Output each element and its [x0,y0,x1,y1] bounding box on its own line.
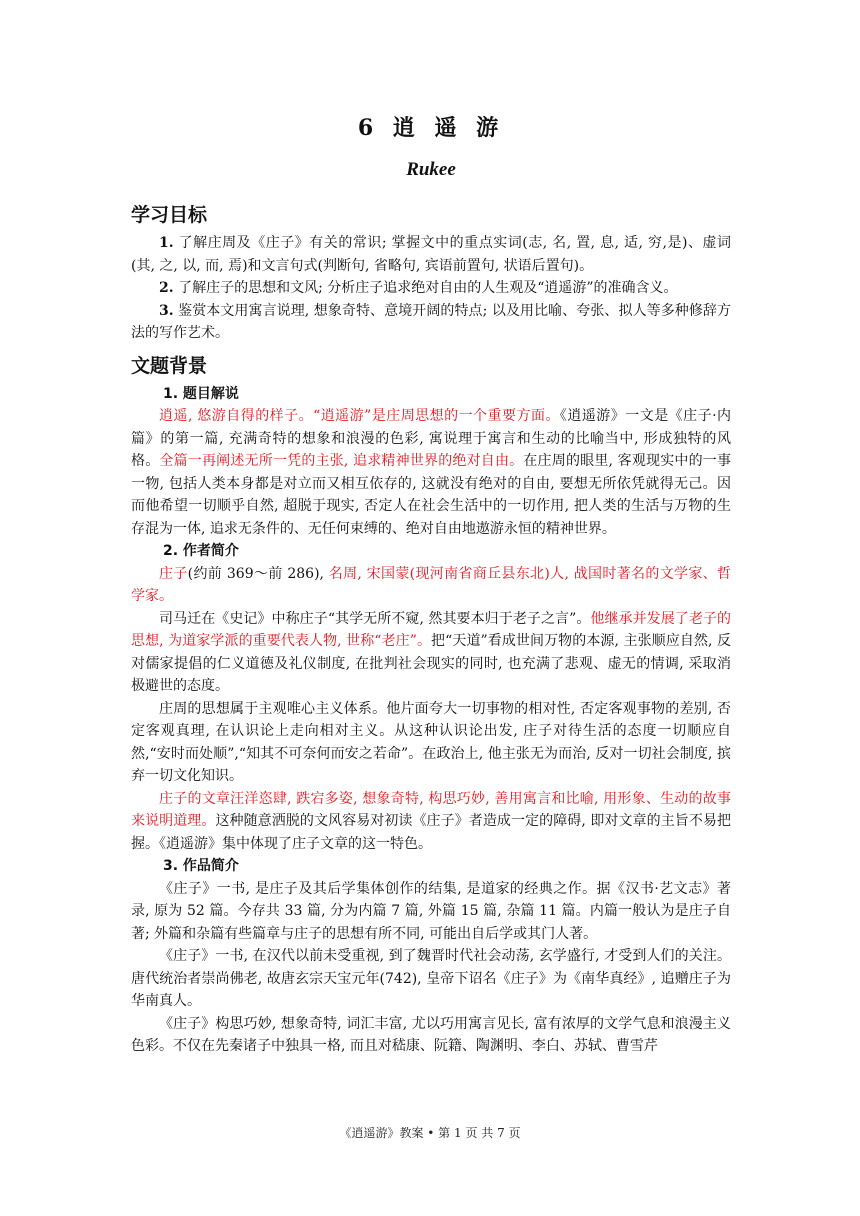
section-heading-goals: 学习目标 [131,204,208,226]
subsection-heading-author: 2. 作者简介 [163,543,239,559]
goal-number: 1. [159,235,174,251]
paragraph: 庄周的思想属于主观唯心主义体系。他片面夸大一切事物的相对性, 否定客观事物的差别, 否定客观真理, 在认识论上走向相对主义。从这种认识论出发, 庄子对待生活的态度一切顺应自然,“安时而处顺”,“知其不可奈何而安之若命”。在政治上, 他主张无为而治, 反对一切社会制度, 摈弃一切文化知识。 [131,700,731,784]
goal-number: 3. [159,302,174,319]
paragraph [131,405,731,540]
paragraph [131,788,731,856]
body-text: 把“天道”看成世间万物的本源, 主张顺应自然, 反对儒家提倡的仁义道德及礼仪制度, 在批判社会现实的同时, 也充满了悲观、虚无的情调, 采取消极避世的态度。 [131,633,731,694]
highlight-text: 庄子 [159,565,188,582]
body-text: 司马迁在《史记》中称庄子“其学无所不窥, 然其要本归于老子之言”。 [159,610,591,627]
highlight-text: 庄子的文章汪洋恣肆, 跌宕多姿, 想象奇特, 构思巧妙, 善用寓言和比喻, 用形象、生动的故事来说明道理。 [131,790,731,829]
page-content [131,112,731,1058]
highlight-text: 逍遥, 悠游自得的样子。“逍遥游”是庄周思想的一个重要方面。 [159,408,560,424]
page-footer: 《逍遥游》教案 • 第 1 页 共 7 页 [339,1126,521,1140]
paragraph: 《庄子》构思巧妙, 想象奇特, 词汇丰富, 尤以巧用寓言见长, 富有浓厚的文学气息和浪漫主义色彩。不仅在先秦诸子中独具一格, 而且对嵇康、阮籍、陶渊明、李白、苏轼、曹雪芹 [131,1015,731,1054]
body-text: (约前 369～前 286), [187,565,329,582]
body-text: 在庄周的眼里, 客观现实中的一事一物, 包括人类本身都是对立而又相互依存的, 这就没有绝对的自由, 要想无所依凭就得无己。因而他希望一切顺乎自然, 超脱于现实, 否定人在社会生活中的一切作用, 把人类的生活与万物的生存混为一体, 追求无条件的、无任何束缚的、绝对自由地遨游永恒的精神世界。 [131,453,731,537]
goal-text: 了解庄子的思想和文风; 分析庄子追求绝对自由的人生观及“逍遥游”的准确含义。 [173,280,678,296]
section-heading-background: 文题背景 [131,354,208,377]
paragraph [131,563,731,608]
body-text: 《逍遥游》一文是《庄子·内篇》的第一篇, 充满奇特的想象和浪漫的色彩, 寓说理于寓言和生动的比喻当中, 形成独特的风格。 [131,408,731,469]
goal-text: 了解庄周及《庄子》有关的常识; 掌握文中的重点实词(志, 名, 置, 息, 适, 穷,是)、虚词(其, 之, 以, 而, 焉)和文言句式(判断句, 省略句, 宾语前置句, 状语后置句)。 [131,235,731,274]
paragraph [131,608,731,698]
goal-number: 2. [159,280,174,296]
highlight-text: 全篇一再阐述无所一凭的主张, 追求精神世界的绝对自由。 [159,453,524,469]
paragraph: 《庄子》一书, 是庄子及其后学集体创作的结集, 是道家的经典之作。据《汉书·艺文志》著录, 原为 52 篇。今存共 33 篇, 分为内篇 7 篇, 外篇 15 篇, 杂篇 11 篇。内篇一般认为是庄子自著; 外篇和杂篇有些篇章与庄子的思想有所不同, 可能出自后学或其门人著。 [131,880,731,942]
author-name: Rukee [406,159,456,180]
goal-item [131,277,731,300]
subsection-heading-title-explained: 1. 题目解说 [163,385,239,402]
page-title: 6 逍 遥 游 [357,115,505,141]
body-text: 这种随意洒脱的文风容易对初读《庄子》者造成一定的障碍, 即对文章的主旨不易把握。《逍遥游》集中体现了庄子文章的这一特色。 [131,813,732,852]
subsection-heading-work: 3. 作品简介 [163,858,239,874]
goal-item [131,232,731,277]
paragraph: 《庄子》一书, 在汉代以前未受重视, 到了魏晋时代社会动荡, 玄学盛行, 才受到人们的关注。唐代统治者崇尚佛老, 故唐玄宗天宝元年(742), 皇帝下诏名《庄子》为《南华真经》, 追赠庄子为华南真人。 [131,948,731,1009]
highlight-text: 名周, 宋国蒙(现河南省商丘县东北)人, 战国时著名的文学家、哲学家。 [131,565,731,604]
goal-text: 鉴赏本文用寓言说理, 想象奇特、意境开阔的特点; 以及用比喻、夸张、拟人等多种修辞方法的写作艺术。 [131,302,731,341]
goal-item [131,300,731,345]
highlight-text: 他继承并发展了老子的思想, 为道家学派的重要代表人物, 世称“老庄”。 [131,610,732,649]
